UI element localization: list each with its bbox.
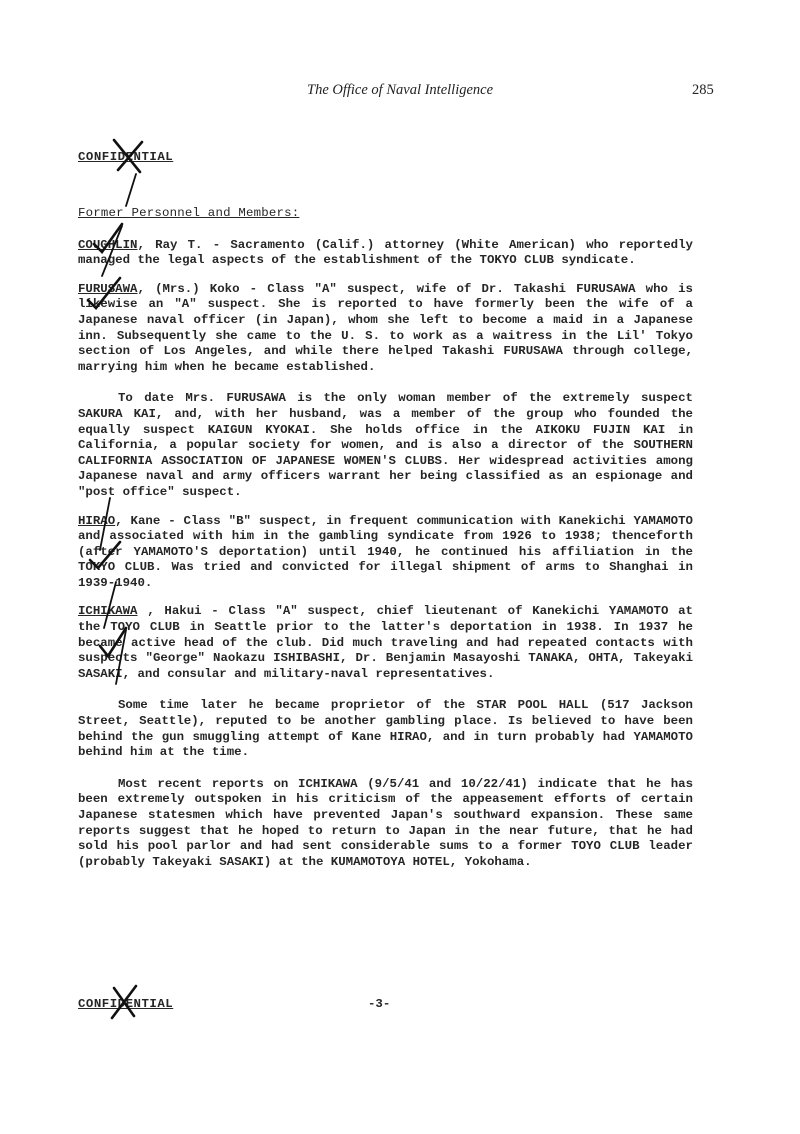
entry-text: , Kane - Class "B" suspect, in frequent communication with Kanekichi YAMAMOTO and associated with him in the gambling syndicate from 1926 to 1938; thenceforth (after YAMAMOTO'S deportation) until 1940, he continued his affiliation in the TOKYO CLUB. Was tried and convicted for illegal shipment of arms to Shanghai in 1939-1940. [78, 513, 693, 590]
entry-hirao [78, 514, 693, 592]
document-page-number: -3- [368, 997, 391, 1011]
book-page-number: 285 [692, 82, 714, 98]
entry-text: , Hakui - Class "A" suspect, chief lieutenant of Kanekichi YAMAMOTO at the TOYO CLUB in Seattle prior to the latter's deportation in 1938. In 1937 he became active head of the club. Did much traveling and had repeated contacts with suspects "George" Naokazu ISHIBASHI, Dr. Benjamin Masayoshi TANAKA, OHTA, Takeyaki SASAKI, and consular and military-naval representatives. [78, 604, 693, 681]
paragraph-furusawa-detail: To date Mrs. FURUSAWA is the only woman member of the extremely suspect SAKURA KAI, and, with her husband, was a member of the group who founded the equally suspect KAIGUN KYOKAI. She holds office in the AIKOKU FUJIN KAI in California, a popular society for women, and is also a director of the SOUTHERN CALIFORNIA ASSOCIATION OF JAPANESE WOMEN'S CLUBS. Her widespread activities among Japanese naval and army officers warrant her being classified as an espionage and "post office" suspect. [78, 391, 693, 499]
classification-label-bottom: CONFIDENTIAL [78, 997, 174, 1011]
classification-label-top: CONFIDENTIAL [78, 150, 174, 164]
entry-surname: HIRAO [78, 513, 116, 528]
entry-coughlin [78, 238, 693, 269]
book-title: The Office of Naval Intelligence [307, 82, 494, 98]
entry-surname: COUGHLIN [78, 237, 138, 252]
entry-text: , Ray T. - Sacramento (Calif.) attorney (White American) who reportedly managed the legal aspects of the establishment of the TOKYO CLUB syndicate. [78, 237, 693, 268]
document-footer [78, 997, 693, 1017]
classification-stamp-top [78, 150, 693, 174]
entry-ichikawa [78, 604, 693, 682]
book-header [0, 82, 800, 102]
entry-surname: FURUSAWA [78, 281, 138, 296]
entry-surname: ICHIKAWA [78, 604, 138, 619]
memo-document [78, 150, 693, 870]
section-heading: Former Personnel and Members: [78, 206, 300, 220]
entry-furusawa [78, 282, 693, 376]
paragraph-ichikawa-reports: Most recent reports on ICHIKAWA (9/5/41 and 10/22/41) indicate that he has been extremely outspoken in his criticism of the appeasement efforts of certain Japanese statesmen which have prevented Japan's southward expansion. These same reports suggest that he hoped to return to Japan in the near future, that he had sold his pool parlor and had sent considerable sums to a former TOYO CLUB leader (probably Takeyaki SASAKI) at the KUMAMOTOYA HOTEL, Yokohama. [78, 776, 693, 869]
entry-text: , (Mrs.) Koko - Class "A" suspect, wife of Dr. Takashi FURUSAWA who is likewise an "A" suspect. She is reported to have formerly been the wife of a Japanese naval officer (in Japan), whom she left to become a maid in a Japanese inn. Subsequently she came to the U. S. to work as a waitress in the Lil' Tokyo section of Los Angeles, and while there helped Takashi FURUSAWA through college, marrying him when he became established. [78, 281, 693, 374]
paragraph-ichikawa-poolhall: Some time later he became proprietor of the STAR POOL HALL (517 Jackson Street, Seattle), reputed to be another gambling place. Is believed to have been behind the gun smuggling attempt of Kane HIRAO, and in turn probably had YAMAMOTO behind him at the time. [78, 698, 693, 760]
